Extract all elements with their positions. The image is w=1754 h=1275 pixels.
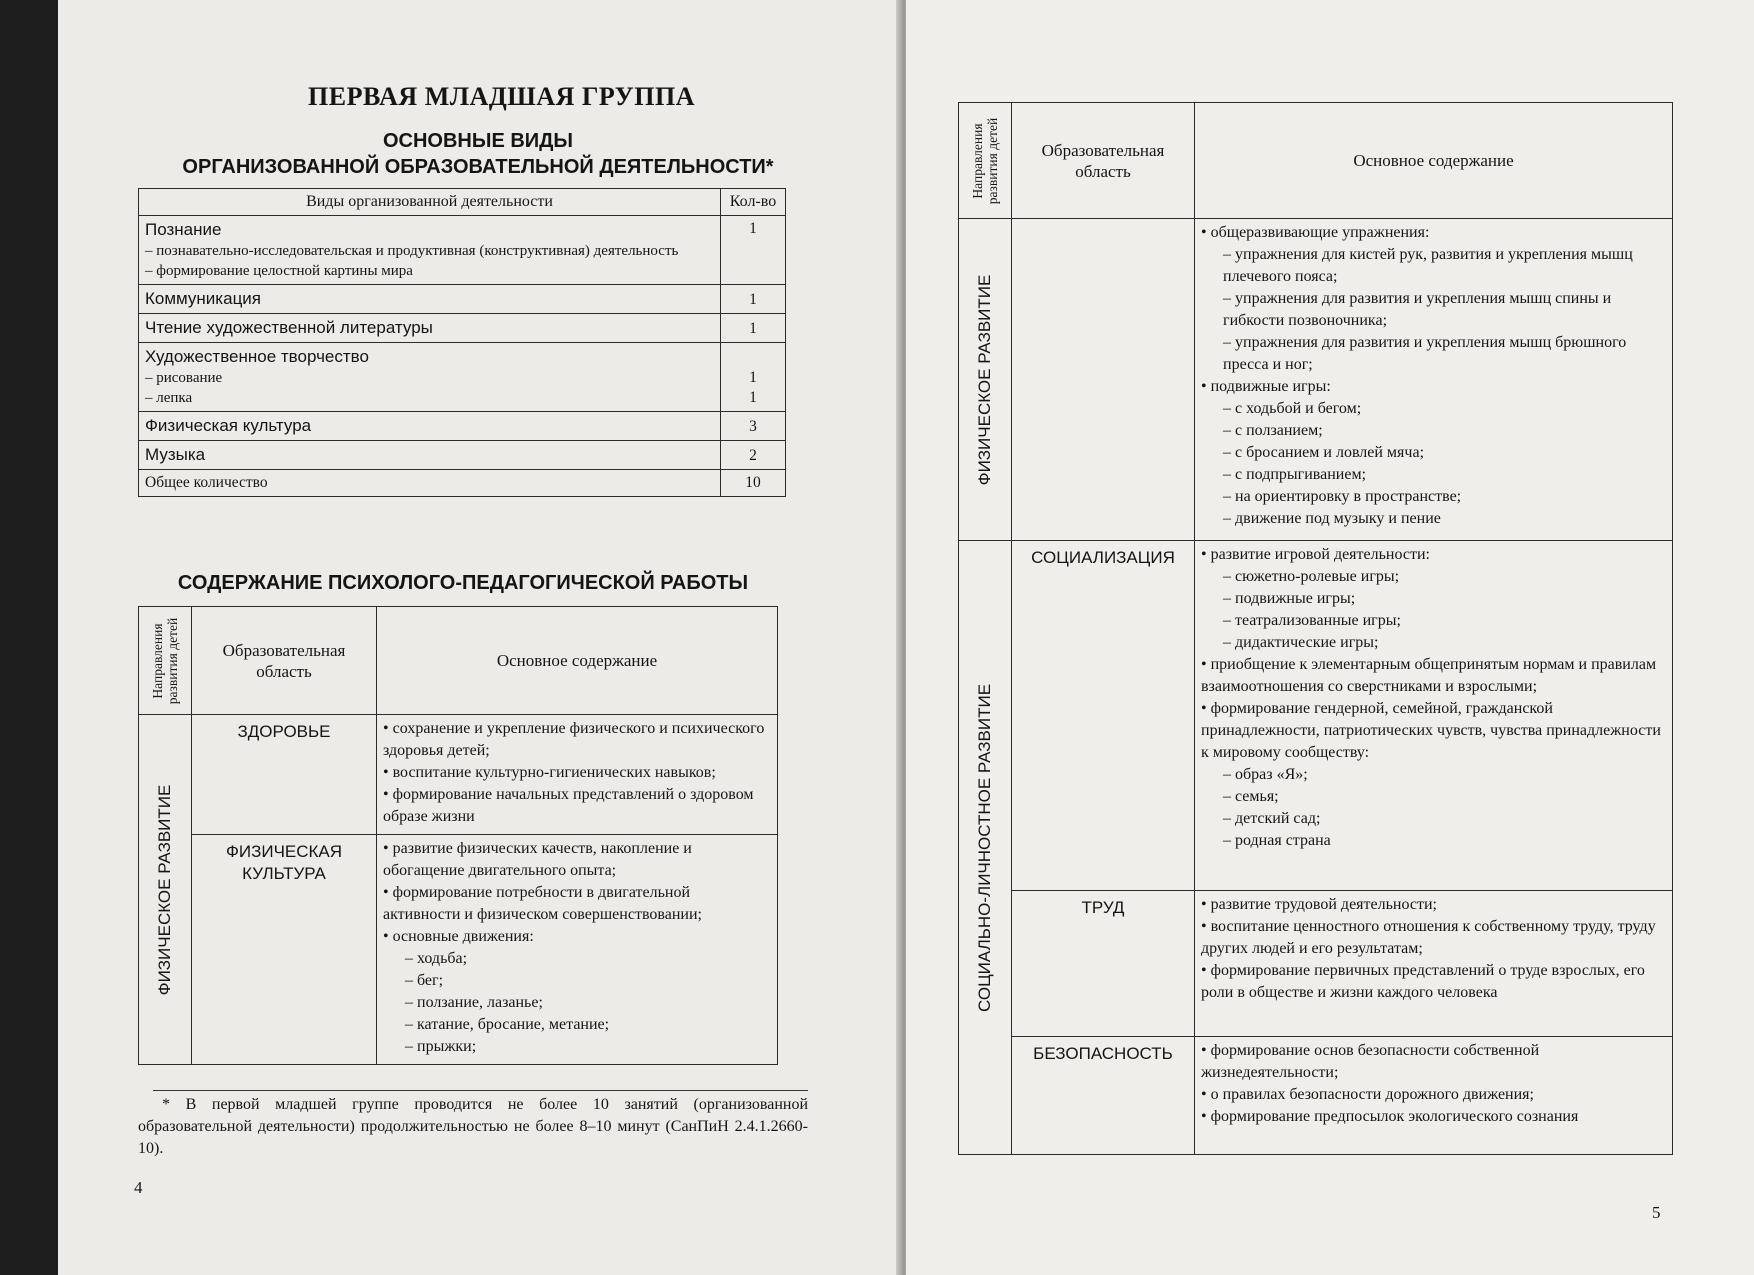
area-label: ФИЗИЧЕСКАЯ КУЛЬТУРА	[192, 835, 377, 1065]
list-item: • развитие трудовой деятельности;	[1201, 894, 1666, 916]
list-item: • воспитание культурно-гигиенических навыков;	[383, 762, 771, 784]
sub-list-item: – семья;	[1223, 786, 1666, 808]
head-activity: Виды организованной деятельности	[139, 189, 721, 216]
list-item-text: общеразвивающие упражнения:	[1210, 224, 1430, 241]
head-direction-cell	[139, 607, 192, 715]
count: 2	[721, 441, 786, 470]
table-row	[139, 441, 786, 470]
list-item	[1201, 698, 1666, 852]
sub-list-item: – с ползанием;	[1223, 420, 1666, 442]
direction-cell	[959, 219, 1012, 541]
content-list	[383, 838, 771, 1058]
list-item: • развитие физических качеств, накопление и обогащение двигательного опыта;	[383, 838, 771, 882]
sub-list-item: – родная страна	[1223, 830, 1666, 852]
list-item: • формирование первичных представлений о труде взрослых, его роли в обществе и жизни каждого человека	[1201, 960, 1666, 1004]
sub-list	[1201, 764, 1666, 852]
content-table-left	[138, 606, 778, 1065]
list-item: • о правилах безопасности дорожного движения;	[1201, 1084, 1666, 1106]
head-count: Кол-во	[721, 189, 786, 216]
list-item: • формирование начальных представлений о здоровом образе жизни	[383, 784, 771, 828]
table-row	[139, 470, 786, 497]
sub-list	[383, 948, 771, 1058]
content-list	[383, 718, 771, 828]
count: 1	[721, 285, 786, 314]
sub-list-item: – детский сад;	[1223, 808, 1666, 830]
sub-list-item: – на ориентировку в пространстве;	[1223, 486, 1666, 508]
table-row	[139, 216, 786, 285]
total-count: 10	[721, 470, 786, 497]
subtitle	[138, 128, 818, 180]
list-item	[1201, 222, 1666, 376]
list-item	[1201, 654, 1666, 698]
total-label: Общее количество	[139, 470, 721, 497]
page-number: 4	[134, 1178, 143, 1197]
sub-list	[1201, 398, 1666, 530]
list-item-text: подвижные игры:	[1210, 378, 1331, 395]
page-title: ПЕРВАЯ МЛАДШАЯ ГРУППА	[308, 82, 695, 111]
subcategory: – рисование	[145, 370, 223, 386]
head-area: Образовательная область	[192, 607, 377, 715]
list-item: • формирование основ безопасности собственной жизнедеятельности;	[1201, 1040, 1666, 1084]
sub-list-item: – дидактические игры;	[1223, 632, 1666, 654]
sub-list	[1201, 566, 1666, 654]
activity-count-table	[138, 188, 786, 497]
sub-list-item: – прыжки;	[405, 1036, 771, 1058]
direction-cell	[139, 715, 192, 1065]
sub-list-item: – упражнения для кистей рук, развития и укрепления мышц плечевого пояса;	[1223, 244, 1666, 288]
category: Чтение художественной литературы	[139, 314, 721, 343]
head-content: Основное содержание	[377, 607, 778, 715]
footnote: * В первой младшей группе проводится не более 10 занятий (организованной образовательной деятельности) продолжительностью не более 8–10 минут (СанПиН 2.4.1.2660-10).	[138, 1096, 808, 1157]
sub-list-item: – образ «Я»;	[1223, 764, 1666, 786]
category: Познание	[145, 220, 222, 239]
area-label: ТРУД	[1012, 891, 1195, 1037]
category: Коммуникация	[139, 285, 721, 314]
head-direction-cell	[959, 103, 1012, 219]
content-list	[1201, 894, 1666, 1004]
direction-label: СОЦИАЛЬНО-ЛИЧНОСТНОЕ РАЗВИТИЕ	[975, 683, 994, 1012]
category: Физическая культура	[139, 412, 721, 441]
list-item: • сохранение и укрепление физического и психического здоровья детей;	[383, 718, 771, 762]
list-item: • основные движения: – ходьба; – бег; – ползание, лазанье; – катание, бросание, метание; – прыжки;	[383, 926, 771, 1058]
direction-label: ФИЗИЧЕСКОЕ РАЗВИТИЕ	[155, 784, 174, 995]
sub-list-item: – упражнения для развития и укрепления мышц спины и гибкости позвоночника;	[1223, 288, 1666, 332]
area-label: СОЦИАЛИЗАЦИЯ	[1012, 541, 1195, 891]
count: 1	[749, 369, 757, 386]
sub-list-item: – ползание, лазанье;	[405, 992, 771, 1014]
sub-list-item: – бег;	[405, 970, 771, 992]
table-row	[139, 343, 786, 412]
page-number: 5	[1652, 1203, 1661, 1222]
list-item-text: развитие игровой деятельности:	[1210, 546, 1430, 563]
content-table-right	[958, 102, 1673, 1155]
count: 1	[721, 314, 786, 343]
head-content: Основное содержание	[1195, 103, 1673, 219]
subcategory: – лепка	[145, 390, 193, 406]
table-row	[139, 314, 786, 343]
head-direction: Направления развития детей	[150, 617, 180, 704]
sub-list-item: – театрализованные игры;	[1223, 610, 1666, 632]
sub-list-item: – упражнения для развития и укрепления мышц брюшного пресса и ног;	[1223, 332, 1666, 376]
sub-list-item: – катание, бросание, метание;	[405, 1014, 771, 1036]
count: 1	[721, 216, 786, 285]
sub-list-item: – ходьба;	[405, 948, 771, 970]
content-list	[1201, 1040, 1666, 1128]
category: Музыка	[139, 441, 721, 470]
area-empty	[1012, 219, 1195, 541]
area-label: БЕЗОПАСНОСТЬ	[1012, 1037, 1195, 1155]
list-item-text: формирование гендерной, семейной, гражданской принадлежности, патриотических чувств, чувства принадлежности к мировому сообществу:	[1201, 700, 1661, 761]
section-title: СОДЕРЖАНИЕ ПСИХОЛОГО-ПЕДАГОГИЧЕСКОЙ РАБОТЫ	[177, 572, 749, 594]
footnote-rule	[153, 1090, 808, 1091]
sub-list-item: – движение под музыку и пение	[1223, 508, 1666, 530]
count: 3	[721, 412, 786, 441]
list-item-text: приобщение к элементарным общепринятым нормам и правилам взаимоотношения со сверстниками и взрослыми;	[1201, 656, 1657, 695]
table-row	[139, 285, 786, 314]
category: Художественное творчество	[145, 347, 369, 366]
subtitle-line-1: ОСНОВНЫЕ ВИДЫ	[382, 130, 573, 152]
content-list	[1201, 544, 1666, 852]
list-item: • формирование предпосылок экологического сознания	[1201, 1106, 1666, 1128]
subtitle-line-2: ОРГАНИЗОВАННОЙ ОБРАЗОВАТЕЛЬНОЙ ДЕЯТЕЛЬНОСТИ*	[182, 156, 774, 178]
content-list	[1201, 222, 1666, 530]
direction-cell	[959, 541, 1012, 1155]
sub-list-item: – с подпрыгиванием;	[1223, 464, 1666, 486]
area-label: ЗДОРОВЬЕ	[192, 715, 377, 835]
sub-list-item: – сюжетно-ролевые игры;	[1223, 566, 1666, 588]
sub-list-item: – подвижные игры;	[1223, 588, 1666, 610]
subcategory: – формирование целостной картины мира	[145, 263, 413, 279]
subcategory: – познавательно-исследовательская и продуктивная (конструктивная) деятельность	[145, 243, 679, 259]
head-area: Образовательная область	[1012, 103, 1195, 219]
head-direction: Направления развития детей	[970, 117, 1000, 204]
direction-label: ФИЗИЧЕСКОЕ РАЗВИТИЕ	[975, 274, 994, 485]
sub-list-item: – с ходьбой и бегом;	[1223, 398, 1666, 420]
sub-list-item: – с бросанием и ловлей мяча;	[1223, 442, 1666, 464]
left-page	[58, 0, 902, 1275]
right-page	[906, 0, 1754, 1275]
list-item: • формирование потребности в двигательной активности и физическом совершенствовании;	[383, 882, 771, 926]
list-item	[1201, 544, 1666, 654]
sub-list	[1201, 244, 1666, 376]
list-item	[1201, 376, 1666, 530]
table-row	[139, 412, 786, 441]
count: 1	[749, 389, 757, 406]
list-item: • воспитание ценностного отношения к собственному труду, труду других людей и его результатам;	[1201, 916, 1666, 960]
